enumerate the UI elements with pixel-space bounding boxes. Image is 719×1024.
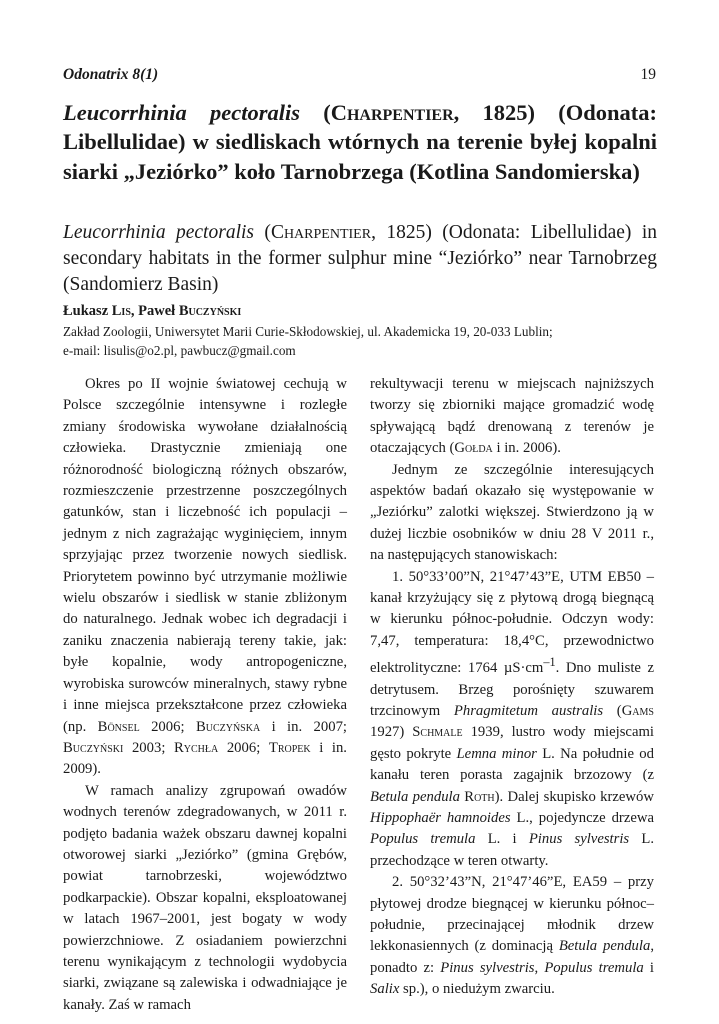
title-en-species: Leucorrhinia pectoralis xyxy=(63,222,254,243)
affiliation-email: e-mail: lisulis@o2.pl, pawbucz@gmail.com xyxy=(63,342,296,358)
paragraph-findings: Jednym ze szczególnie interesujących aspektów badań okazało się występowanie w „Jeziórku” zalotki większej. Stwierdzono ją w dużej liczbie osobników w dniu 28 V 2011 r., na następujących stanowiskach: xyxy=(370,461,654,564)
journal-name: Odonatrix 8(1) xyxy=(63,66,159,83)
paragraph-site-2: 2. 50°32’43”N, 21°47’46”E, EA59 – przy płytowej drodze biegnącej w kierunku północ–południe, przecinającej młodnik drzew lekkonasiennych (z dominacją Betula pendula, ponadto z: Pinus sylvestris, Populus tremula i Salix sp.), o niedużym zwarciu. xyxy=(370,874,654,998)
running-header xyxy=(63,66,656,88)
paragraph-site-1: 1. 50°33’00”N, 21°47’43”E, UTM EB50 – kanał krzyżujący się z płytową drogą biegnącą w kierunku północ-południe. Odczyn wody: 7,47, temperatura: 18,4°C, przewodnictwo elektrolityczne: 1764 $\mu S\cdot cm^{-1}$. Dno muliste z detrytusem. Brzeg porośnięty szuwarem trzcinowym Phragmitetum australis (Gams 1927) Schmale 1939, lustro wody miejscami gęsto pokryte Lemna minor L. Na południe od kanału teren porasta zagajnik brzozowy (z Betula pendula Roth). Dalej skupisko krzewów Hippophaër hamnoides L., pojedyncze drzewa Populus tremula L. i Pinus sylvestris L. przechodzące w teren otwarty. xyxy=(370,568,655,869)
title-pl-species: Leucorrhinia pectoralis xyxy=(63,100,300,125)
left-column xyxy=(63,374,347,1016)
title-en-author: Charpentier xyxy=(270,222,372,243)
title-polish: Leucorrhinia pectoralis (Charpentier, 1825) (Odonata: Libellulidae) w siedliskach wtórnych na terenie byłej kopalni siarki „Jeziórko” koło Tarnobrzega (Kotlina Sandomierska) xyxy=(63,100,658,184)
right-column xyxy=(370,374,654,1001)
title-english: Leucorrhinia pectoralis (Charpentier, 1825) (Odonata: Libellulidae) in secondary habitats in the former sulphur mine “Jeziórko” near Tarnobrzeg (Sandomierz Basin) xyxy=(63,222,658,295)
page-number: 19 xyxy=(640,66,656,83)
paragraph-intro: Okres po II wojnie światowej cechują w Polsce szczególnie intensywne i rozległe zmiany środowiska wywołane działalnością człowieka. Drastycznie zmieniają one różnorodność biologiczną różnych obszarów, rozmieszczenie przestrzenne poszczególnych gatunków, stan i liczebność ich populacji – jednym z nich zagrażając wyginięciem, innym sprzyjając przez tworzenie nowych siedlisk. Priorytetem powinno być utrzymanie możliwie wielu obszarów i siedlisk w stanie zbliżonym do naturalnego. Jednak wobec ich degradacji i zaniku znaczenia nabierają tereny takie, jak: byłe kopalnie, wody antropogeniczne, wyrobiska surowców mineralnych, stawy rybne i inne miejsca przekształcone przez człowieka (np. Bönsel 2006; Buczyńska i in. 2007; Buczyński 2003; Rychła 2006; Tropek i in. 2009). xyxy=(63,376,347,778)
affiliation xyxy=(63,323,663,360)
paragraph-reclamation: rekultywacji terenu w miejscach najniższych tworzy się zbiorniki mające gromadzić wodę spływającą bądź drenowaną z terenów je otaczających (Gołda i in. 2006). xyxy=(370,376,654,457)
authors-line: Łukasz Lis, Paweł Buczyński xyxy=(63,303,242,319)
paragraph-study-area: W ramach analizy zgrupowań owadów wodnych terenów zdegradowanych, w 2011 r. podjęto badania ważek obszaru dawnej kopalni otworowej siarki „Jeziórko” (gmina Grębów, powiat tarnobrzeski, województwo podkarpackie). Obszar kopalni, eksploatowanej w latach 1967–2001, jest bogaty w wody powierzchniowe. Z osiadaniem powierzchni terenu wynikającym z technologii wydobycia siarki, związane są zalewiska i odwadniające je kanały. Zaś w ramach xyxy=(63,782,347,1013)
title-pl-author: Charpentier xyxy=(330,100,454,125)
affiliation-address: Zakład Zoologii, Uniwersytet Marii Curie-Skłodowskiej, ul. Akademicka 19, 20-033 Lublin; xyxy=(63,324,553,339)
